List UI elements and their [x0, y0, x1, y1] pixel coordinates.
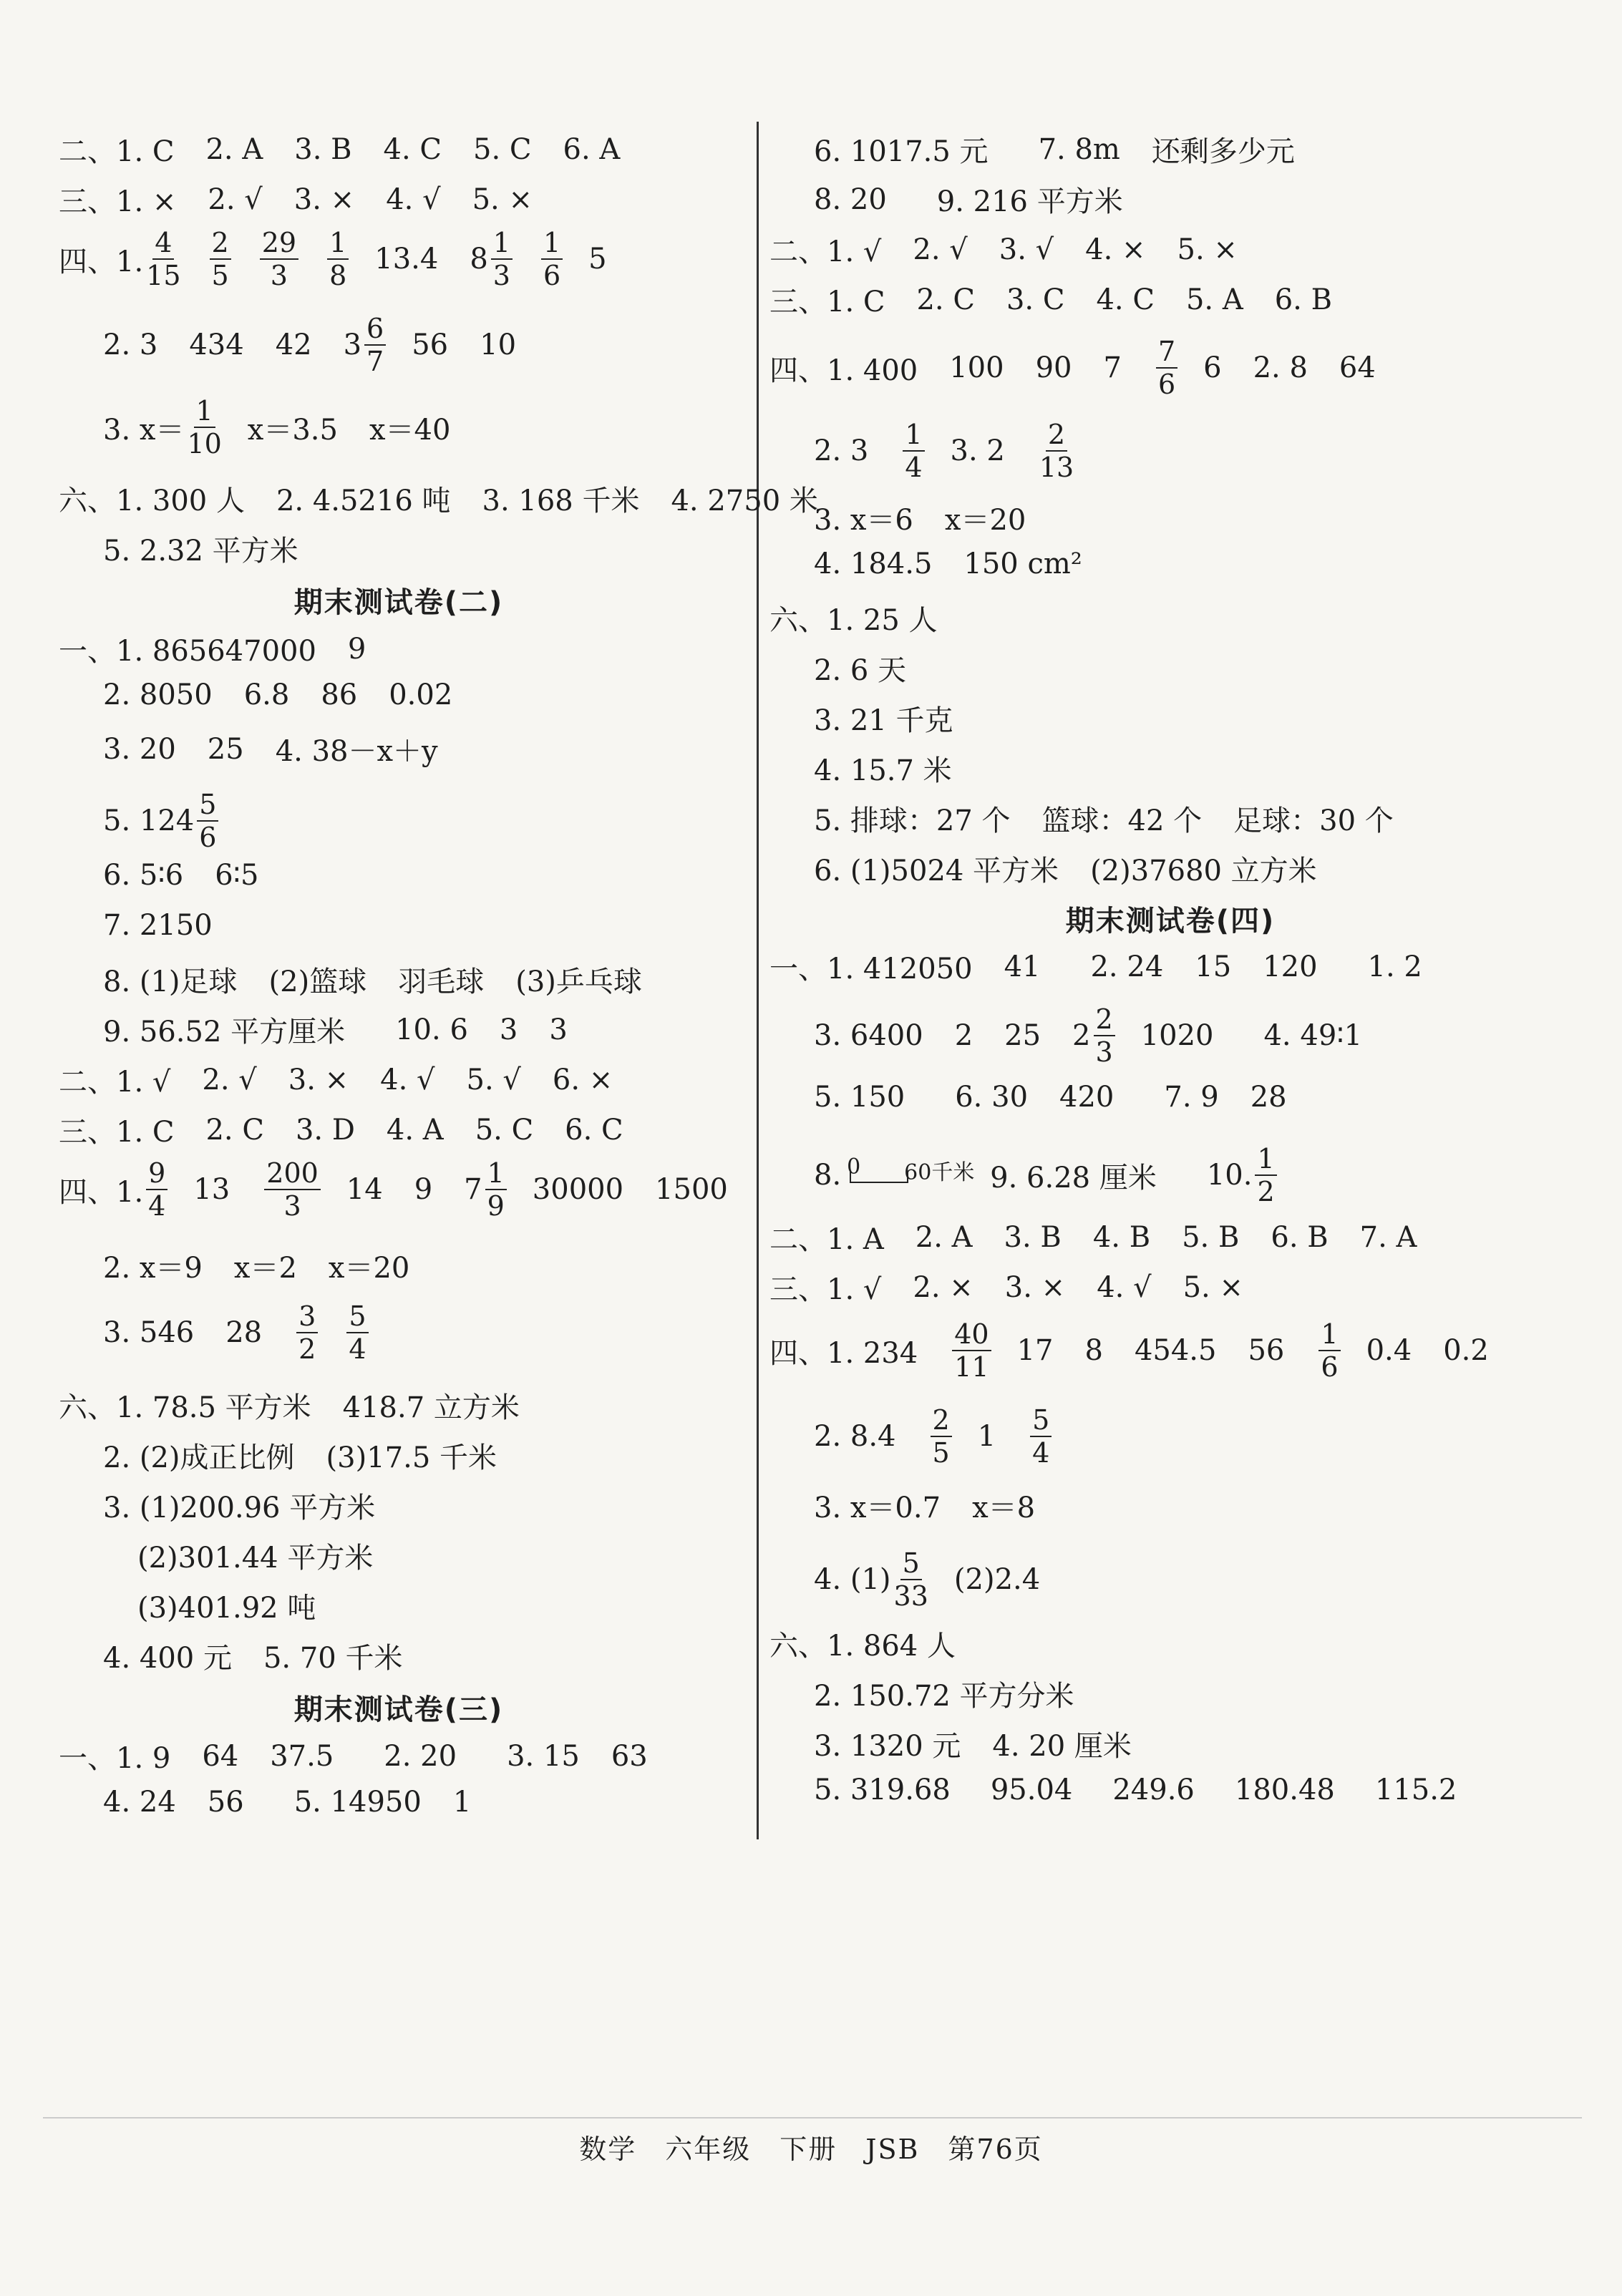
answer: 9: [347, 632, 366, 666]
answer: 3. ×: [293, 183, 355, 216]
fraction: $\frac{3}{2}$: [296, 1303, 318, 1363]
answer: 六、1. 864 人: [769, 1630, 956, 1663]
answer: 4. 15.7 米: [814, 754, 952, 787]
answer: 10.: [1206, 1159, 1253, 1192]
answer: 4. B: [1092, 1220, 1151, 1254]
answer: 3. 6400: [814, 1019, 923, 1052]
answer: 42: [275, 329, 312, 361]
answer: 二、1. C: [59, 135, 175, 168]
answer: 6. A: [563, 132, 621, 166]
answer: 三、1. √: [769, 1273, 882, 1306]
answer: 三、1. C: [769, 286, 885, 318]
answer: 4. √: [380, 1063, 435, 1096]
answer: 足球：30 个: [1233, 804, 1394, 837]
scale-unit: 60千米: [904, 1160, 975, 1185]
answer-line: [137, 1585, 316, 1626]
answer-line: [814, 648, 906, 689]
answer-line: [103, 729, 470, 769]
answer: (2)篮球: [268, 965, 367, 998]
answer-line: [814, 1673, 1074, 1714]
answer: 17: [1016, 1334, 1054, 1367]
answer: 1: [977, 1420, 996, 1453]
answer: 4. 2750 米: [671, 485, 818, 517]
answer: 37.5: [270, 1739, 334, 1773]
answer: 2. 150.72 平方分米: [814, 1680, 1074, 1713]
answer-line: [769, 598, 938, 638]
answer: 30000: [532, 1173, 624, 1206]
answer: 6: [1203, 351, 1222, 384]
answer: 四、1. 234: [769, 1336, 918, 1370]
answer-line: [814, 848, 1349, 889]
answer: 9. 216 平方米: [936, 185, 1123, 218]
answer: 四、1. 400: [769, 354, 918, 387]
answer: 3. √: [999, 233, 1054, 266]
answer: 8.: [814, 1159, 842, 1192]
answer-line: [103, 1009, 599, 1050]
answer: 5. 2.32 平方米: [103, 535, 298, 568]
answer: (2)2.4: [953, 1563, 1041, 1596]
answer: x＝2: [233, 1252, 297, 1285]
answer: 3: [499, 1013, 518, 1046]
answer: 4. 20 厘米: [992, 1730, 1132, 1763]
answer: 5: [588, 243, 607, 276]
column-divider: [757, 122, 759, 1839]
answer: 8. 20: [814, 183, 887, 216]
answer: 3. 21 千克: [814, 704, 953, 737]
fraction: $\frac{1}{6}$: [1319, 1320, 1340, 1381]
fraction: $\frac{1}{4}$: [903, 421, 924, 481]
fraction: $\frac{2}{5}$: [931, 1406, 952, 1466]
answer: 5. C: [475, 1113, 534, 1147]
answer: 3. B: [294, 132, 352, 166]
answer: 150 cm²: [963, 548, 1082, 580]
answer-line: [59, 1159, 759, 1220]
answer: 3. B: [1004, 1220, 1062, 1254]
answer: (3)17.5 千米: [326, 1441, 497, 1474]
answer-line: [59, 1059, 644, 1100]
fraction: $\frac{1}{9}$: [485, 1159, 507, 1220]
answer: 56: [412, 329, 449, 361]
answer-line: [103, 397, 482, 457]
section-heading: 期末测试卷(二): [293, 586, 504, 619]
answer-line: [59, 129, 651, 170]
answer-line: [103, 1245, 441, 1286]
answer-line: [59, 179, 564, 220]
answer: 10. 6: [395, 1013, 468, 1046]
answer: 2. 8050: [103, 678, 213, 711]
answer: 2. 8.4: [814, 1420, 896, 1453]
answer: 3: [343, 329, 362, 361]
answer: 28: [1250, 1081, 1287, 1114]
answer: 2: [954, 1019, 973, 1052]
fraction: $\frac{200}{3}$: [264, 1159, 321, 1220]
answer-line: [103, 1635, 434, 1676]
answer-line: [769, 1267, 1275, 1308]
answer-line: [814, 1547, 1072, 1612]
answer: 6. C: [565, 1113, 623, 1147]
fraction: $\frac{2}{3}$: [1094, 1006, 1115, 1066]
answer: 7. 8m: [1038, 132, 1120, 166]
answer: 四、1.: [59, 245, 144, 278]
answer-line: [59, 1736, 679, 1776]
answer-line: [103, 528, 298, 569]
answer-line: [814, 421, 1077, 481]
answer: 115.2: [1374, 1774, 1457, 1806]
answer: 2. A: [205, 132, 263, 166]
answer-line: [103, 909, 213, 942]
answer-line: [769, 1623, 956, 1664]
answer-line: [103, 1435, 528, 1476]
answer: 2. 20: [384, 1739, 457, 1773]
answer: x＝3.5: [247, 413, 338, 447]
answer-line: [769, 229, 1269, 270]
answer: 2. 6 天: [814, 654, 907, 687]
answer-line: [769, 1320, 1520, 1381]
answer: 3. 20: [103, 732, 176, 766]
answer-line: [103, 1786, 502, 1819]
answer: 2. 24: [1090, 950, 1164, 983]
fraction: $\frac{1}{2}$: [1255, 1145, 1276, 1205]
fraction: $\frac{6}{7}$: [364, 315, 386, 375]
answer: 5. √: [466, 1063, 521, 1096]
answer-line: [814, 179, 1155, 220]
answer: 28: [225, 1316, 263, 1349]
answer: 41: [1004, 950, 1041, 983]
fraction: $\frac{40}{11}$: [952, 1320, 991, 1381]
fraction: $\frac{2}{5}$: [210, 229, 231, 289]
answer: 2. C: [205, 1113, 264, 1147]
fraction: $\frac{5}{4}$: [1030, 1406, 1052, 1466]
answer: 8: [1084, 1334, 1103, 1367]
answer-line: [103, 791, 221, 851]
answer: 一、1. 865647000: [59, 635, 316, 668]
answer: 5. 319.68: [814, 1774, 951, 1806]
fraction: $\frac{1}{3}$: [491, 229, 513, 289]
answer: x＝20: [328, 1252, 410, 1285]
section-heading: 期末测试卷(三): [293, 1693, 504, 1726]
answer: 2. 4.5216 吨: [276, 485, 451, 517]
answer: 7. 9: [1164, 1081, 1219, 1114]
answer: 7. A: [1359, 1220, 1417, 1254]
answer-line: [103, 315, 548, 375]
answer: 0.2: [1443, 1334, 1489, 1367]
answer: 4. 49∶1: [1263, 1019, 1363, 1052]
answer: 418.7 立方米: [342, 1391, 520, 1424]
answer: 14: [346, 1173, 383, 1206]
answer-line: [814, 129, 1326, 170]
answer: 二、1. A: [769, 1223, 884, 1256]
answer: 1500: [655, 1173, 728, 1206]
answer-line: [769, 946, 1454, 987]
answer: 13.4: [374, 243, 439, 276]
answer: 0.4: [1366, 1334, 1412, 1367]
answer: 5. 124: [103, 804, 195, 837]
answer-line: [103, 1300, 371, 1365]
answer: 15: [1195, 950, 1232, 983]
answer-line: [769, 338, 1407, 398]
answer: 2. √: [202, 1063, 257, 1096]
answer: 3. 2: [950, 434, 1005, 467]
answer: 434: [189, 329, 244, 361]
answer: x＝20: [944, 504, 1026, 537]
answer: 4. C: [383, 132, 442, 166]
fraction: $\frac{4}{15}$: [146, 227, 181, 291]
answer-line: [769, 1217, 1448, 1258]
answer: 二、1. √: [769, 235, 882, 268]
answer-line: [814, 1723, 1163, 1764]
answer: 六、1. 300 人: [59, 485, 245, 517]
answer: 2. 3: [814, 434, 869, 467]
answer: 5. 排球：27 个: [814, 804, 1011, 837]
answer: 7: [1103, 351, 1122, 384]
answer-line: [103, 1485, 375, 1526]
answer: 180.48: [1234, 1774, 1335, 1806]
answer: 2. 3: [103, 329, 158, 361]
answer: 4. √: [1097, 1270, 1152, 1304]
answer: 4. 400 元: [103, 1642, 232, 1675]
answer: 3. C: [1006, 283, 1065, 316]
answer: 7: [464, 1173, 482, 1206]
answer-line: [137, 1535, 373, 1576]
answer: 5. ×: [472, 183, 533, 216]
answer-line: [814, 1003, 1394, 1068]
answer: 9. 6.28 厘米: [990, 1161, 1157, 1195]
answer: 5. C: [473, 132, 532, 166]
answer: 0.02: [389, 678, 453, 711]
answer: 86: [321, 678, 358, 711]
answer: 二、1. √: [59, 1066, 171, 1099]
answer: 3. (1)200.96 平方米: [103, 1492, 376, 1524]
answer: 3. 546: [103, 1316, 195, 1349]
answer: 4. 24: [103, 1786, 176, 1819]
footer-rule: [43, 2117, 1582, 2119]
answer: 5. 14950: [293, 1786, 422, 1819]
answer: 6. ×: [552, 1063, 613, 1096]
answer: 13: [193, 1173, 230, 1206]
answer-line: [814, 548, 1114, 580]
answer: 64: [1339, 351, 1376, 384]
answer: 100: [949, 351, 1004, 384]
answer: 2. ×: [913, 1270, 973, 1304]
fraction: $\frac{9}{4}$: [146, 1159, 167, 1220]
answer-line: [814, 1081, 1319, 1114]
fraction: $\frac{29}{3}$: [260, 229, 298, 289]
answer: 7. 2150: [103, 909, 213, 942]
answer: 5. 70 千米: [263, 1642, 403, 1675]
answer: 2. √: [913, 233, 968, 266]
answer: 4. √: [386, 183, 441, 216]
answer: 3. ×: [1004, 1270, 1066, 1304]
answer-line: [59, 229, 607, 289]
answer: 454.5: [1134, 1334, 1217, 1367]
answer-line: [59, 1385, 551, 1426]
answer: 9. 56.52 平方厘米: [103, 1016, 346, 1049]
answer-line: [814, 1404, 1054, 1469]
answer-line: [103, 859, 291, 892]
answer: 6. (1)5024 平方米: [814, 855, 1059, 887]
answer: 6∶5: [215, 859, 259, 892]
answer: 1. 2: [1367, 950, 1422, 983]
answer: 5. A: [1185, 283, 1243, 316]
scale-bar: [847, 1154, 975, 1193]
answer: 3. 168 千米: [482, 485, 640, 517]
answer: 3. ×: [288, 1063, 349, 1096]
answer-line: [814, 798, 1425, 839]
answer: 4. A: [386, 1113, 444, 1147]
answer: 3. x＝6: [814, 504, 913, 537]
answer: 三、1. C: [59, 1116, 175, 1149]
answer: 10: [480, 329, 517, 361]
answer: 25: [1004, 1019, 1041, 1052]
answer: 3. 15: [507, 1739, 580, 1773]
answer: x＝40: [369, 413, 451, 447]
answer-line: [814, 1145, 1280, 1205]
answer: 一、1. 412050: [769, 953, 973, 986]
answer: 六、1. 25 人: [769, 604, 938, 637]
answer: 2. C: [916, 283, 975, 316]
answer-line: [103, 959, 674, 1000]
answer-line: [814, 497, 1057, 538]
answer: 6. 30: [955, 1081, 1029, 1114]
answer: 6. 5∶6: [103, 859, 184, 892]
answer: 249.6: [1112, 1774, 1195, 1806]
answer: 120: [1263, 950, 1318, 983]
section-heading: 期末测试卷(四): [1065, 905, 1276, 938]
answer: 1: [452, 1786, 472, 1819]
answer: 5. ×: [1177, 233, 1238, 266]
answer: 9: [414, 1173, 433, 1206]
answer: 5. 150: [814, 1081, 905, 1114]
answer-line: [814, 1485, 1067, 1526]
answer: 2. 8: [1253, 351, 1308, 384]
answer-line: [814, 1774, 1488, 1806]
answer: 5. ×: [1182, 1270, 1243, 1304]
answer: 4. 184.5: [814, 548, 933, 580]
answer: 6. B: [1274, 283, 1332, 316]
answer: 3. 1320 元: [814, 1730, 961, 1763]
answer: 三、1. ×: [59, 185, 177, 218]
answer: 4. (1): [814, 1563, 891, 1596]
answer-line: [59, 628, 397, 669]
answer: 8. (1)足球: [103, 965, 238, 998]
answer: 篮球：42 个: [1041, 804, 1203, 837]
answer: 63: [611, 1739, 648, 1773]
answer: 2. (2)成正比例: [103, 1441, 295, 1474]
page-footer: 数学 六年级 下册 JSB 第76页: [579, 2134, 1043, 2165]
answer: 2. x＝9: [103, 1252, 203, 1285]
answer: 25: [207, 732, 244, 766]
answer-line: [103, 678, 484, 711]
answer: 一、1. 9: [59, 1742, 171, 1775]
answer: 3: [549, 1013, 568, 1046]
answer: 六、1. 78.5 平方米: [59, 1391, 311, 1424]
answer: 2. √: [208, 183, 263, 216]
answer: 四、1.: [59, 1175, 144, 1209]
answer: 2: [1072, 1019, 1091, 1052]
answer: 1020: [1140, 1019, 1214, 1052]
answer: 4. ×: [1085, 233, 1146, 266]
answer: 56: [1248, 1334, 1285, 1367]
answer-line: [59, 478, 850, 519]
answer-line: [814, 748, 952, 789]
fraction: $\frac{5}{4}$: [346, 1303, 368, 1363]
answer: 6. 1017.5 元: [814, 135, 989, 168]
answer: 4. 38－x＋y: [275, 735, 438, 768]
answer-line: [814, 698, 953, 739]
answer: (2)301.44 平方米: [137, 1542, 374, 1575]
answer: 64: [202, 1739, 239, 1773]
answer: 3. x＝: [103, 413, 185, 447]
answer: 95.04: [990, 1774, 1073, 1806]
answer: 3. D: [295, 1113, 355, 1147]
answer: 5. B: [1182, 1220, 1240, 1254]
fraction: $\frac{1}{6}$: [541, 229, 563, 289]
scale-zero: 0: [847, 1154, 861, 1179]
fraction: $\frac{2}{13}$: [1039, 419, 1074, 483]
answer: (3)乒乓球: [515, 965, 642, 998]
fraction: $\frac{1}{8}$: [327, 229, 349, 289]
answer: (2)37680 立方米: [1090, 855, 1317, 887]
answer: 3. x＝0.7: [814, 1492, 941, 1524]
answer: 6.8: [243, 678, 290, 711]
answer-line: [59, 1109, 655, 1150]
answer: 56: [207, 1786, 244, 1819]
answer-line: [769, 279, 1364, 320]
answer: (3)401.92 吨: [137, 1592, 316, 1625]
answer: 6. B: [1271, 1220, 1329, 1254]
answer: 4. C: [1096, 283, 1155, 316]
fraction: $\frac{5}{33}$: [893, 1547, 928, 1612]
answer: x＝8: [972, 1492, 1036, 1524]
answer: 羽毛球: [398, 965, 485, 998]
fraction: $\frac{5}{6}$: [197, 791, 218, 851]
answer: 90: [1035, 351, 1072, 384]
answer: 8: [470, 243, 488, 276]
answer: 2. A: [915, 1220, 973, 1254]
fraction: $\frac{1}{10}$: [187, 395, 222, 459]
answer: 420: [1059, 1081, 1114, 1114]
answer: 还剩多少元: [1151, 135, 1295, 168]
fraction: $\frac{7}{6}$: [1156, 338, 1177, 398]
